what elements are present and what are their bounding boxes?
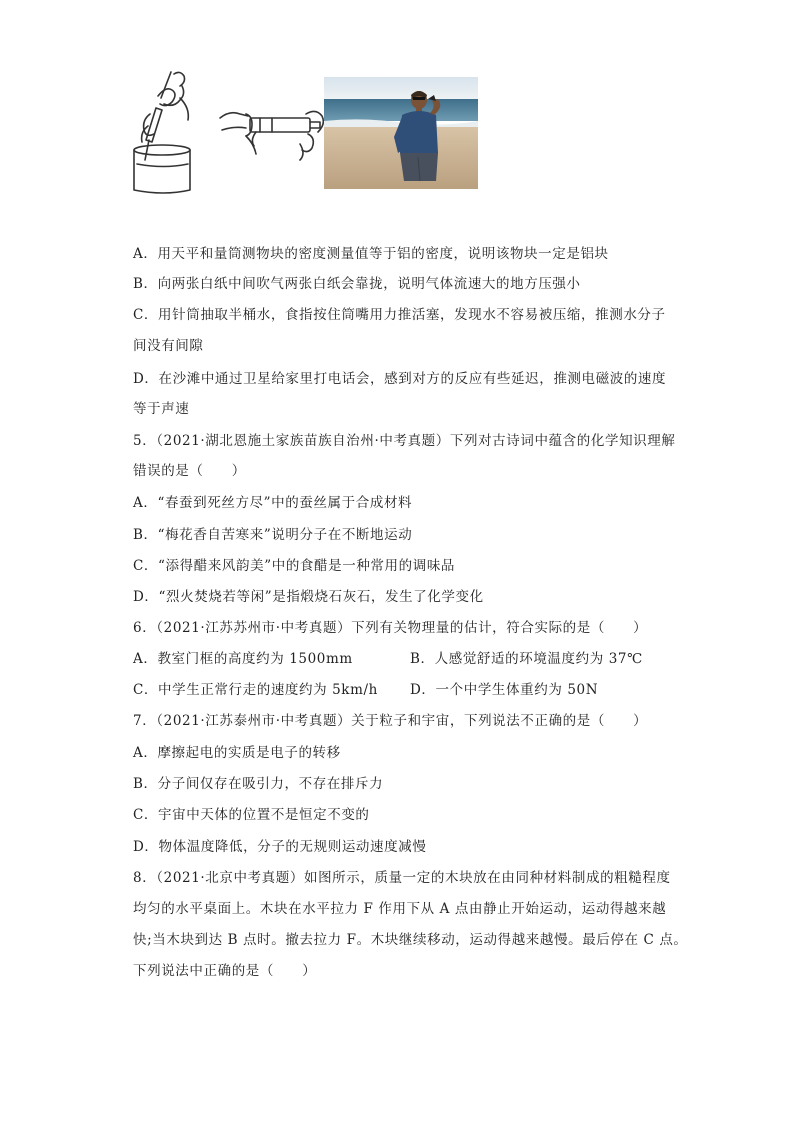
option-line: B．“梅花香自苦寒来”说明分子在不断地运动	[133, 527, 413, 543]
option-line: C．“添得醋来风韵美”中的食醋是一种常用的调味品	[133, 558, 456, 574]
option-line: 间没有间隙	[133, 338, 204, 354]
syringe-hand-press-figure	[216, 104, 328, 164]
question-stem: 错误的是（ ）	[133, 463, 246, 479]
option-c: C．中学生正常行走的速度约为 5km/h	[133, 682, 378, 698]
question-stem: 8．（2021·北京中考真题）如图所示，质量一定的木块放在由同种材料制成的粗糙程度	[133, 870, 671, 886]
option-line: A．摩擦起电的实质是电子的转移	[133, 745, 341, 761]
question-stem: 6．（2021·江苏苏州市·中考真题）下列有关物理量的估计，符合实际的是（ ）	[133, 620, 648, 636]
option-a: A．教室门框的高度约为 1500mm	[133, 651, 353, 667]
question-stem: 7．（2021·江苏泰州市·中考真题）关于粒子和宇宙，下列说法不正确的是（ ）	[133, 713, 648, 729]
option-line: C．用针筒抽取半桶水，食指按住筒嘴用力推活塞，发现水不容易被压缩，推测水分子	[133, 307, 666, 323]
question-stem: 快;当木块到达 B 点时。撤去拉力 F。木块继续移动，运动得越来越慢。最后停在 C 点。	[133, 932, 688, 948]
option-line: 等于声速	[133, 401, 190, 417]
option-line: D．“烈火焚烧若等闲”是指煅烧石灰石，发生了化学变化	[133, 589, 484, 605]
option-line: A．用天平和量筒测物块的密度测量值等于铝的密度，说明该物块一定是铝块	[133, 246, 609, 262]
syringe-beaker-figure	[128, 68, 194, 196]
option-row	[133, 650, 643, 668]
option-line: B．向两张白纸中间吹气两张白纸会靠拢，说明气体流速大的地方压强小	[133, 276, 581, 292]
option-row	[133, 681, 599, 699]
option-line: B．分子间仅存在吸引力，不存在排斥力	[133, 776, 384, 792]
question-stem: 下列说法中正确的是（ ）	[133, 963, 317, 979]
option-line: D．在沙滩中通过卫星给家里打电话会，感到对方的反应有些延迟，推测电磁波的速度	[133, 371, 667, 387]
option-line: D．物体温度降低，分子的无规则运动速度减慢	[133, 839, 427, 855]
question-stem: 均匀的水平桌面上。木块在水平拉力 F 作用下从 A 点由静止开始运动，运动得越来越	[133, 901, 667, 917]
figure-row	[0, 0, 794, 200]
option-line: C．宇宙中天体的位置不是恒定不变的	[133, 807, 370, 823]
option-d: D．一个中学生体重约为 50N	[410, 682, 599, 698]
option-line: A．“春蚕到死丝方尽”中的蚕丝属于合成材料	[133, 495, 413, 511]
question-stem: 5．（2021·湖北恩施土家族苗族自治州·中考真题）下列对古诗词中蕴含的化学知识理解	[133, 433, 676, 449]
beach-phone-photo	[324, 77, 478, 189]
option-b: B．人感觉舒适的环境温度约为 37℃	[410, 651, 643, 667]
